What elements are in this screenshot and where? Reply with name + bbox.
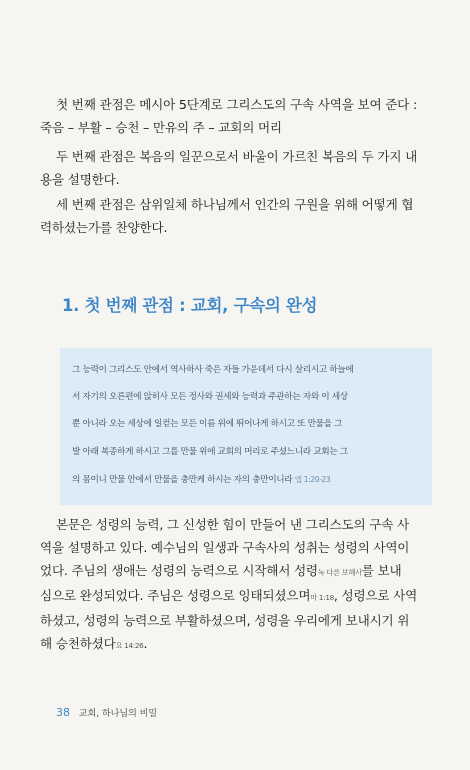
paragraph-line: 죽음 – 부활 – 승천 – 만유의 주 – 교회의 머리 (40, 120, 282, 135)
paragraph-line (40, 632, 428, 657)
quote-line: 뿐 아니라 오는 세상에 일컫는 모든 이름 위에 뛰어나게 하시고 또 만물을 그 (72, 419, 343, 430)
body-text: . (143, 636, 148, 651)
quote-line: 그 능력이 그리스도 안에서 역사하사 죽은 자들 가운데서 다시 살리시고 하늘에 (72, 365, 354, 375)
section-title: 1. 첫 번째 관점 : 교회, 구속의 완성 (62, 296, 318, 315)
paragraph-line: 세 번째 관점은 삼위일체 하나님께서 인간의 구원을 위해 어떻게 협 (56, 197, 414, 212)
paragraph-line: 본문은 성령의 능력, 그 신성한 힘이 만들어 낸 그리스도의 구속 사 (56, 517, 409, 532)
paragraph-line: 하셨고, 성령의 능력으로 부활하셨으며, 성령을 우리에게 보내시기 위 (40, 613, 410, 628)
page-footer (56, 706, 157, 719)
paragraph-line (40, 559, 428, 584)
paragraph-line: 첫 번째 관점은 메시아 5단계로 그리스도의 구속 사역을 보여 준다 : (56, 97, 417, 112)
paragraph-second-viewpoint (40, 145, 428, 191)
inline-reference: 마 1:18 (310, 593, 334, 602)
running-title: 교회, 하나님의 비밀 (78, 709, 158, 719)
quote-line (72, 466, 422, 494)
quote-text: 의 몸이니 만물 안에서 만물을 충만케 하시는 자의 충만이니라 (72, 474, 293, 485)
body-text: 심으로 완성되었다. 주님은 성령으로 잉태되셨으며 (40, 588, 311, 603)
scripture-reference: 엡 1:20-23 (294, 474, 331, 484)
paragraph-line: 두 번째 관점은 복음의 일꾼으로서 바울이 가르친 복음의 두 가지 내 (56, 149, 418, 164)
paragraph-line: 역을 설명하고 있다. 예수님의 일생과 구속사의 성취는 성령의 사역이 (40, 540, 410, 555)
scripture-quote-box (60, 348, 432, 505)
paragraph-line: 력하셨는가를 찬양한다. (40, 220, 168, 235)
quote-line: 발 아래 복종하게 하시고 그를 만물 위에 교회의 머리로 주셨느니라 교회는 그 (72, 446, 348, 457)
paragraph-third-viewpoint (40, 193, 428, 239)
paragraph-line (40, 584, 428, 609)
page-number: 38 (56, 706, 70, 719)
quote-line: 서 자기의 오른편에 앉히사 모든 정사와 권세와 능력과 주관하는 자와 이 세상 (72, 392, 348, 403)
paragraph-body-holy-spirit (40, 513, 428, 657)
body-text: , 성령으로 사역 (333, 588, 418, 603)
body-text: 었다. 주님의 생애는 성령의 능력으로 시작해서 성령 (40, 563, 318, 578)
inline-reference: 눅 다른 보혜사 (317, 568, 362, 577)
body-text: 를 보내 (361, 563, 402, 578)
body-text: 해 승천하셨다 (40, 636, 116, 651)
paragraph-line: 용을 설명한다. (40, 172, 120, 187)
paragraph-first-viewpoint (40, 93, 428, 139)
inline-reference: 요 14:26 (115, 641, 144, 650)
